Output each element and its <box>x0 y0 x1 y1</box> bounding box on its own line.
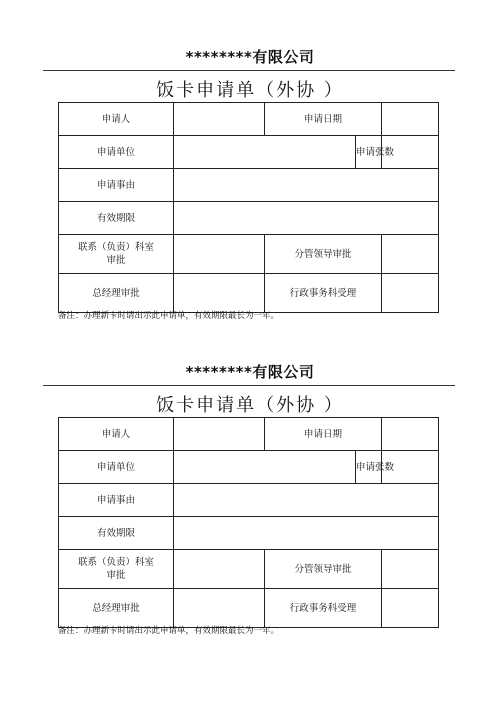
applicant-field[interactable] <box>174 103 265 136</box>
header-divider <box>43 70 455 71</box>
applicant-label: 申请人 <box>59 418 174 451</box>
validity-label: 有效期限 <box>59 202 174 235</box>
applicant-field[interactable] <box>174 418 265 451</box>
apply-unit-label: 申请单位 <box>59 136 174 169</box>
apply-date-label: 申请日期 <box>265 103 382 136</box>
apply-date-field[interactable] <box>382 103 439 136</box>
dept-approval-field[interactable] <box>174 550 265 589</box>
apply-unit-label: 申请单位 <box>59 451 174 484</box>
validity-field[interactable] <box>174 202 439 235</box>
company-name: ********有限公司 <box>185 363 315 381</box>
apply-count-label: 申请张数 <box>356 136 382 169</box>
dept-approval-label <box>59 550 174 589</box>
company-name: ********有限公司 <box>185 48 315 66</box>
dept-approval-label-line1: 联系（负责）科室 <box>77 557 154 568</box>
application-table <box>58 102 439 313</box>
validity-label: 有效期限 <box>59 517 174 550</box>
reason-label: 申请事由 <box>59 484 174 517</box>
apply-date-field[interactable] <box>382 418 439 451</box>
apply-date-label: 申请日期 <box>265 418 382 451</box>
admin-accept-label: 行政事务科受理 <box>265 274 382 313</box>
admin-accept-field[interactable] <box>382 589 439 628</box>
dept-approval-label <box>59 235 174 274</box>
reason-field[interactable] <box>174 484 439 517</box>
form-title: 饭卡申请单（外协 ） <box>156 80 344 101</box>
gm-approval-label: 总经理审批 <box>59 274 174 313</box>
form-title: 饭卡申请单（外协 ） <box>156 395 344 416</box>
gm-approval-label: 总经理审批 <box>59 589 174 628</box>
validity-field[interactable] <box>174 517 439 550</box>
leader-approval-label: 分管领导审批 <box>265 235 382 274</box>
application-table <box>58 417 439 628</box>
dept-approval-label-line2: 审批 <box>106 255 126 266</box>
admin-accept-label: 行政事务科受理 <box>265 589 382 628</box>
gm-approval-field[interactable] <box>174 274 265 313</box>
admin-accept-field[interactable] <box>382 274 439 313</box>
leader-approval-label: 分管领导审批 <box>265 550 382 589</box>
apply-unit-field[interactable] <box>174 136 356 169</box>
apply-count-label: 申请张数 <box>356 451 382 484</box>
gm-approval-field[interactable] <box>174 589 265 628</box>
dept-approval-label-line1: 联系（负责）科室 <box>77 242 154 253</box>
leader-approval-field[interactable] <box>382 235 439 274</box>
reason-field[interactable] <box>174 169 439 202</box>
reason-label: 申请事由 <box>59 169 174 202</box>
header-divider <box>43 385 455 386</box>
applicant-label: 申请人 <box>59 103 174 136</box>
form-note: 备注：办理新卡时请出示此申请单，有效期限最长为一年。 <box>58 311 280 321</box>
dept-approval-field[interactable] <box>174 235 265 274</box>
form-note: 备注：办理新卡时请出示此申请单，有效期限最长为一年。 <box>58 626 280 636</box>
dept-approval-label-line2: 审批 <box>106 570 126 581</box>
apply-unit-field[interactable] <box>174 451 356 484</box>
leader-approval-field[interactable] <box>382 550 439 589</box>
